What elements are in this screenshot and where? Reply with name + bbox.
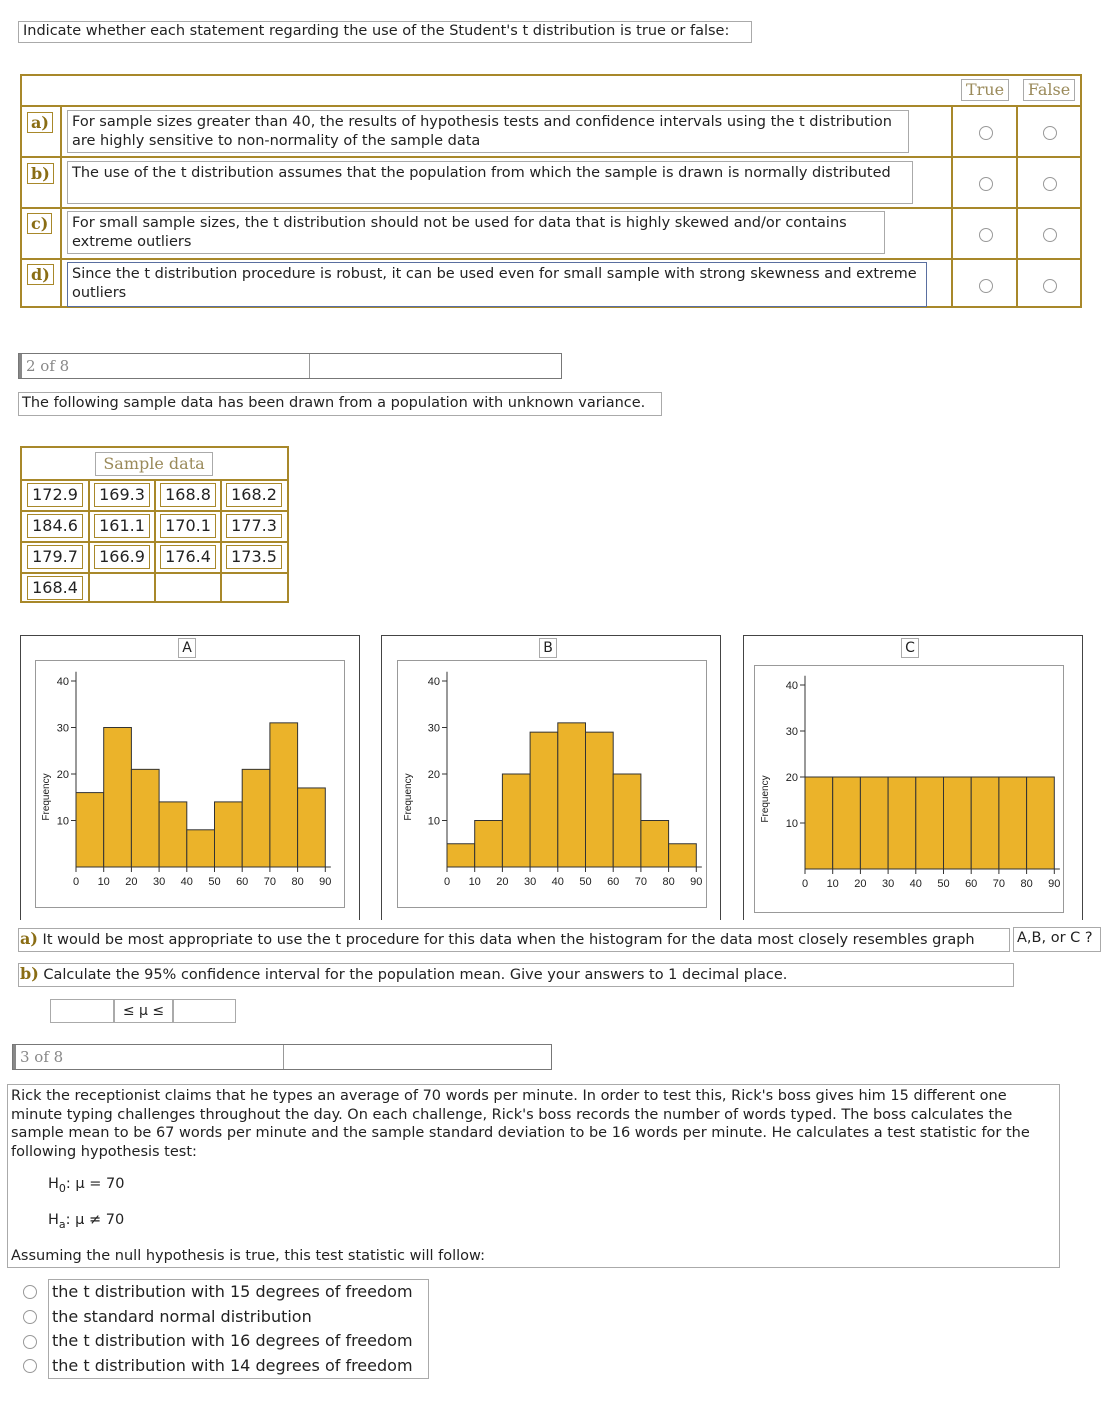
histogram-bar [971,777,999,869]
y-axis-label: Frequency [41,773,52,821]
y-axis-label: Frequency [403,773,414,821]
x-tick-label: 20 [125,876,138,888]
x-tick-label: 20 [854,878,867,890]
sample-data-title: Sample data [95,452,213,476]
statement-c-tag: c) [27,213,52,234]
statement-b-text: The use of the t distribution assumes that the population from which the sample is drawn is normally distributed [67,161,913,204]
part-b-text: Calculate the 95% confidence interval for the population mean. Give your answers to 1 decimal place. [43,967,788,983]
ci-lower-input[interactable] [50,999,114,1023]
x-tick-label: 10 [97,876,110,888]
statement-c-text: For small sample sizes, the t distribution should not be used for data that is highly skewed and/or contains extreme outliers [67,211,885,254]
statement-c-true-radio[interactable] [979,228,993,242]
x-tick-label: 0 [443,876,451,888]
ha-label: H [48,1212,59,1228]
x-tick-label: 10 [826,878,839,890]
counter-accent [19,354,22,378]
row-divider [22,156,1080,158]
x-tick-label: 60 [236,876,249,888]
x-tick-label: 90 [1048,878,1061,890]
y-tick-label: 20 [427,769,440,781]
histogram-bar [999,777,1027,869]
histogram-bar [558,723,586,867]
histogram-bar [916,777,944,869]
y-tick-label: 10 [785,818,798,830]
histogram-bar [530,732,558,867]
y-tick-label: 30 [785,726,798,738]
question-counter-3-label: 3 of 8 [20,1048,64,1066]
x-tick-label: 20 [496,876,509,888]
x-tick-label: 90 [690,876,703,888]
x-tick-label: 60 [607,876,620,888]
x-tick-label: 80 [291,876,304,888]
histogram-bar [613,774,641,867]
y-tick-label: 40 [785,680,798,692]
true-column-header: True [961,79,1009,101]
counter-divider [283,1045,284,1069]
statement-d-true-radio[interactable] [979,279,993,293]
x-tick-label: 0 [72,876,80,888]
histogram-bar [447,844,475,867]
table-cell: 168.8 [160,483,216,507]
col-divider [154,479,156,601]
histogram-a [35,660,345,908]
histogram-c [754,665,1064,913]
row-divider [22,258,1080,260]
x-tick-label: 40 [909,878,922,890]
x-tick-label: 70 [634,876,648,888]
x-tick-label: 60 [965,878,978,890]
x-tick-label: 40 [180,876,193,888]
question-counter-3 [12,1044,552,1070]
option-1-label[interactable]: the t distribution with 15 degrees of freedom [52,1282,413,1301]
histogram-bar [944,777,972,869]
h0-label: H [48,1176,59,1192]
option-2-radio[interactable] [23,1310,37,1324]
part-a-text: It would be most appropriate to use the t procedure for this data when the histogram for the data most closely resembles graph [42,932,975,948]
histogram-bar [270,723,298,867]
ci-symbol: ≤ μ ≤ [114,999,173,1023]
statement-a-text: For sample sizes greater than 40, the results of hypothesis tests and confidence intervals using the t distribution are highly sensitive to non-normality of the sample data [67,110,909,153]
x-tick-label: 50 [579,876,592,888]
q1-table [20,74,1082,308]
ha-rest: : μ ≠ 70 [65,1212,125,1228]
histogram-bar [860,777,888,869]
table-cell: 172.9 [27,483,83,507]
x-tick-label: 30 [881,878,895,890]
h0-rest: : μ = 70 [65,1176,125,1192]
histogram-bar [475,821,503,868]
null-hypothesis [48,1175,124,1198]
statement-d-false-radio[interactable] [1043,279,1057,293]
histogram-bar [669,844,697,867]
x-tick-label: 80 [1020,878,1033,890]
table-cell: 177.3 [226,514,282,538]
table-cell: 166.9 [94,545,150,569]
histogram-bar [586,732,614,867]
column-divider [951,105,953,306]
statement-d-tag: d) [27,264,54,285]
table-cell: 168.2 [226,483,282,507]
row-divider [22,207,1080,209]
histogram-bar [888,777,916,869]
statement-a-true-radio[interactable] [979,126,993,140]
statement-b-tag: b) [27,163,54,184]
y-tick-label: 10 [56,815,69,828]
row-divider [22,541,287,543]
histogram-c-title: C [901,638,919,658]
row-divider [22,105,1080,107]
histogram-bar [805,777,833,869]
table-cell: 184.6 [27,514,83,538]
statement-d-text: Since the t distribution procedure is robust, it can be used even for small sample with strong skewness and extreme outliers [67,262,927,307]
x-tick-label: 70 [263,876,277,888]
row-divider [22,572,287,574]
option-4-label[interactable]: the t distribution with 14 degrees of freedom [52,1355,413,1375]
histogram-bar [104,728,132,868]
y-axis-label: Frequency [760,775,771,823]
col-divider [220,479,222,601]
y-tick-label: 40 [56,676,69,688]
table-cell: 176.4 [160,545,216,569]
ci-upper-input[interactable] [173,999,236,1023]
option-3-radio[interactable] [23,1335,37,1349]
x-tick-label: 70 [992,878,1006,890]
q3-body [7,1084,1060,1268]
q2-intro: The following sample data has been drawn from a population with unknown variance. [18,392,662,416]
y-tick-label: 30 [427,722,440,735]
y-tick-label: 20 [785,772,798,784]
table-cell: 168.4 [27,576,83,600]
x-tick-label: 90 [319,876,332,888]
histogram-a-title: A [178,638,196,658]
statement-c-false-radio[interactable] [1043,228,1057,242]
y-tick-label: 20 [56,769,69,781]
histogram-bar [131,769,159,867]
histogram-bar [159,802,187,867]
table-cell: 169.3 [94,483,150,507]
graph-answer-field[interactable]: A,B, or C ? [1013,927,1101,952]
q3-follow: Assuming the null hypothesis is true, this test statistic will follow: [11,1248,486,1264]
histogram-b [397,660,707,908]
y-tick-label: 10 [427,815,440,828]
false-column-header: False [1023,79,1075,101]
x-tick-label: 30 [152,876,166,888]
col-divider [88,479,90,601]
table-cell: 170.1 [160,514,216,538]
x-tick-label: 0 [801,878,809,890]
question-counter-2 [18,353,562,379]
ha-subscript: a [58,1217,66,1231]
y-tick-label: 40 [427,676,440,688]
counter-accent [13,1045,16,1069]
histogram-bar [298,788,326,867]
q2-part-a [18,928,1010,952]
histogram-bar [833,777,861,869]
histogram-bar [187,830,215,867]
q1-instruction: Indicate whether each statement regarding the use of the Student's t distribution is true or false: [18,21,752,43]
table-cell: 179.7 [27,545,83,569]
statement-a-false-radio[interactable] [1043,126,1057,140]
column-divider [1016,105,1018,306]
option-4-radio[interactable] [23,1359,37,1373]
table-cell: 173.5 [226,545,282,569]
sample-data-table [20,446,289,603]
statement-a-tag: a) [27,112,53,133]
x-tick-label: 30 [523,876,537,888]
row-divider [22,510,287,512]
x-tick-label: 10 [468,876,481,888]
part-a-tag: a) [20,929,38,948]
statement-b-true-radio[interactable] [979,177,993,191]
option-2-label[interactable]: the standard normal distribution [52,1306,312,1326]
alternative-hypothesis [48,1211,124,1234]
histogram-bar [215,802,243,867]
h0-subscript: 0 [58,1181,66,1195]
histogram-bar [76,793,104,867]
x-tick-label: 50 [208,876,221,888]
y-tick-label: 30 [56,722,69,735]
q3-paragraph: Rick the receptionist claims that he types an average of 70 words per minute. In order to test this, Rick's boss gives him 15 different one minute typing challenges throughout the day. On each challenge, Rick's boss records the number of words typed. The boss calculates the sample mean to be 67 words per minute and the sample standard deviation to be 16 words per minute. He calculates a test statistic for the following hypothesis test: [11,1088,1030,1160]
part-b-tag: b) [20,964,39,983]
column-divider [60,105,62,306]
histogram-bar [1027,777,1055,869]
histogram-bar [502,774,530,867]
histogram-bar [242,769,270,867]
option-1-radio[interactable] [23,1285,37,1299]
x-tick-label: 40 [551,876,564,888]
statement-b-false-radio[interactable] [1043,177,1057,191]
options-box [48,1279,429,1379]
counter-divider [309,354,310,378]
option-3-label[interactable]: the t distribution with 16 degrees of freedom [52,1331,413,1350]
x-tick-label: 80 [662,876,675,888]
x-tick-label: 50 [937,878,950,890]
histogram-bar [641,821,669,868]
q2-part-b [18,963,1014,987]
question-counter-2-label: 2 of 8 [26,357,70,375]
table-cell: 161.1 [94,514,150,538]
histogram-b-title: B [539,638,557,658]
